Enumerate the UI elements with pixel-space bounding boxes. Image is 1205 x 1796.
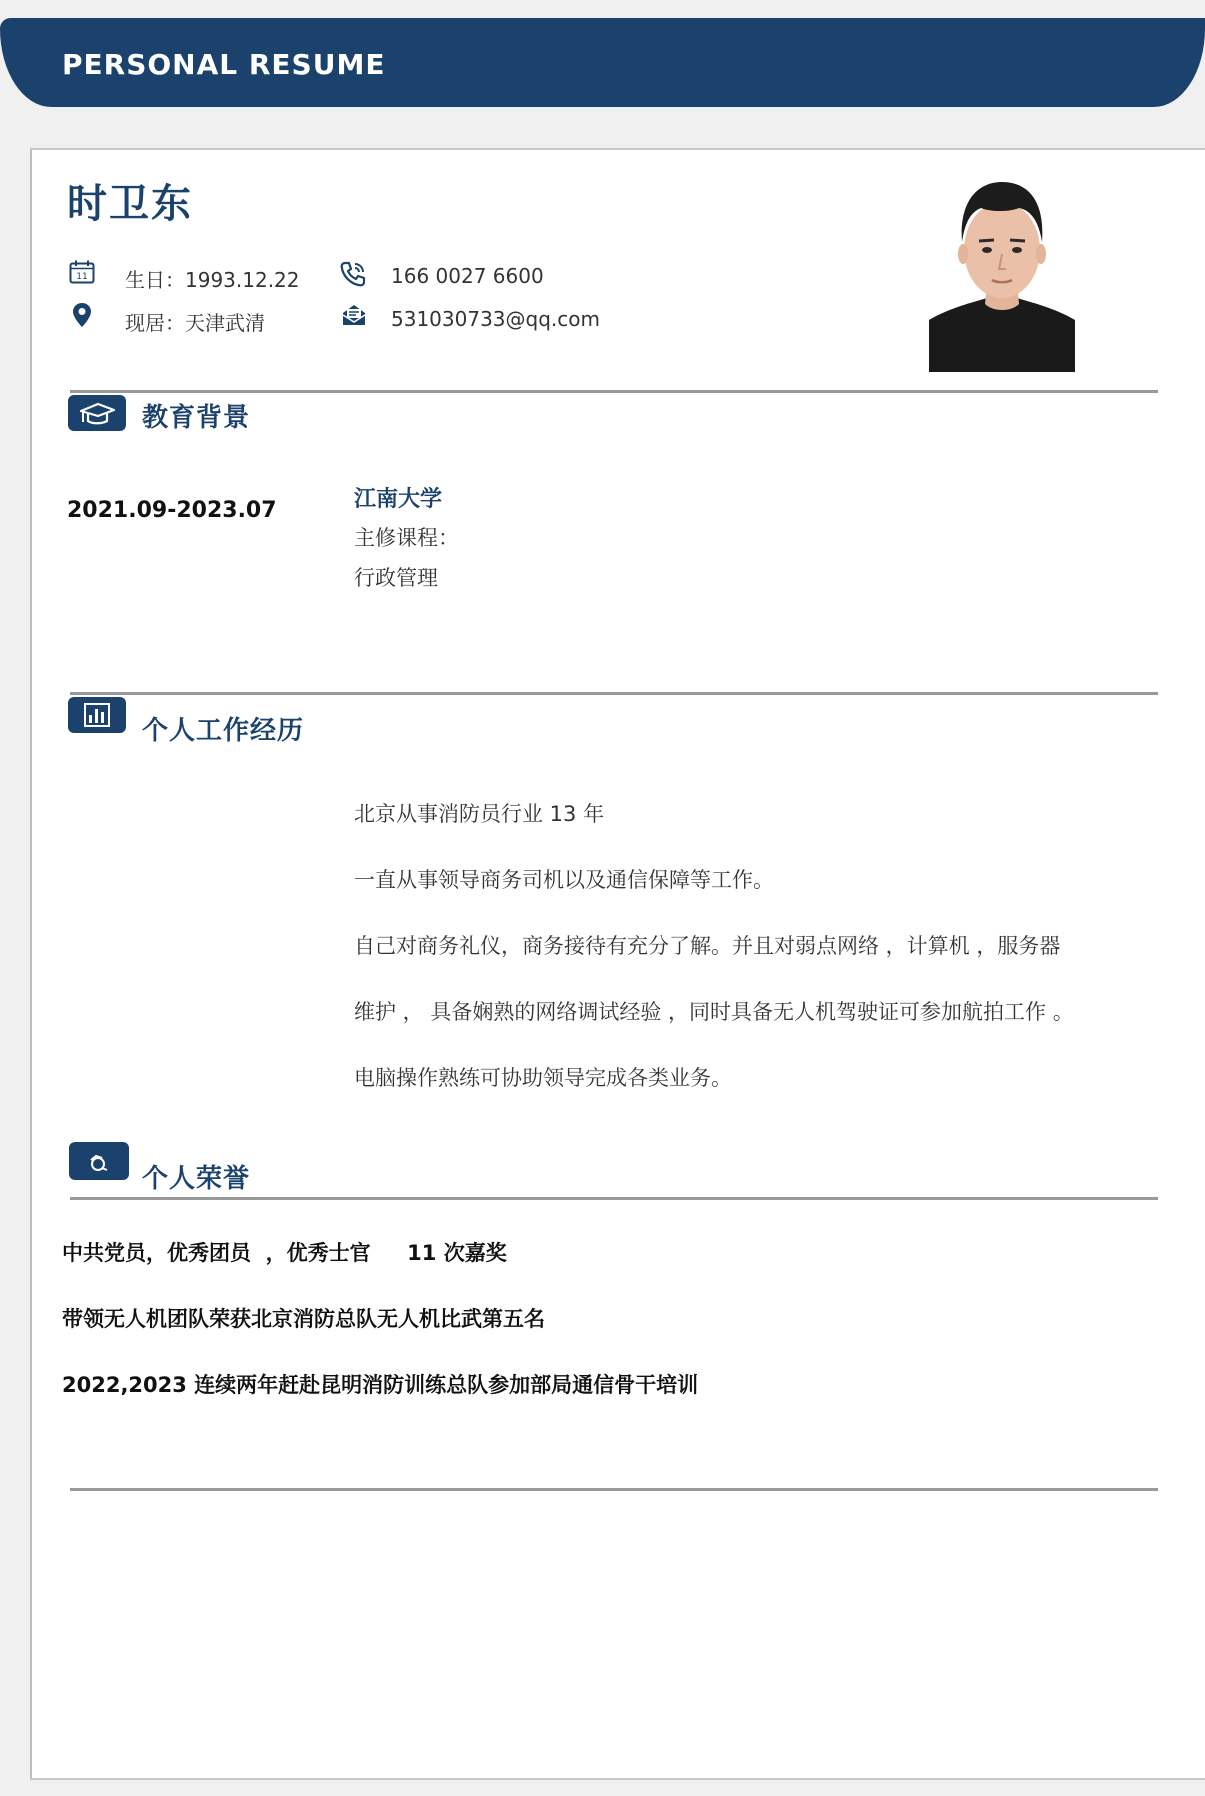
section-divider xyxy=(70,692,1158,695)
candidate-name: 时卫东 xyxy=(67,181,193,227)
course-label: 主修课程： xyxy=(354,526,459,550)
work-line: 维护 ， 具备娴熟的网络调试经验 ，同时具备无人机驾驶证可参加航拍工作 。 xyxy=(354,1000,1074,1024)
honor-line: 中共党员，优秀团员 ，优秀士官 11 次嘉奖 xyxy=(62,1241,507,1265)
bar-chart-icon xyxy=(68,697,126,733)
graduation-cap-icon xyxy=(68,395,126,431)
school-name: 江南大学 xyxy=(354,487,443,512)
birthday-text: 生日：1993.12.22 xyxy=(125,268,300,292)
phone-number: 166 0027 6600 xyxy=(391,264,544,288)
education-section-title: 教育背景 xyxy=(142,403,251,433)
course-name: 行政管理 xyxy=(354,566,438,590)
honor-line: 带领无人机团队荣获北京消防总队无人机比武第五名 xyxy=(62,1307,545,1331)
medal-icon xyxy=(69,1142,129,1180)
section-divider xyxy=(70,390,1158,393)
svg-text:11: 11 xyxy=(76,272,88,282)
location-pin-icon xyxy=(72,302,92,328)
phone-icon xyxy=(340,261,366,287)
banner-title: PERSONAL RESUME xyxy=(62,48,386,81)
work-line: 北京从事消防员行业 13 年 xyxy=(354,802,605,826)
work-line: 一直从事领导商务司机以及通信保障等工作。 xyxy=(354,868,774,892)
honor-line: 2022,2023 连续两年赶赴昆明消防训练总队参加部局通信骨干培训 xyxy=(62,1373,699,1397)
section-divider xyxy=(70,1197,1158,1200)
email-address: 531030733@qq.com xyxy=(391,307,600,331)
residence-text: 现居：天津武清 xyxy=(125,311,265,335)
envelope-icon xyxy=(341,303,367,327)
work-line: 电脑操作熟练可协助领导完成各类业务。 xyxy=(354,1066,732,1090)
profile-photo xyxy=(929,170,1075,372)
work-section-title: 个人工作经历 xyxy=(142,716,305,746)
education-date-range: 2021.09-2023.07 xyxy=(67,498,277,523)
header-banner xyxy=(0,18,1205,107)
honors-section-title: 个人荣誉 xyxy=(142,1164,251,1194)
work-line: 自己对商务礼仪，商务接待有充分了解。并且对弱点网络 ，计算机 ，服务器 xyxy=(354,934,1061,958)
calendar-icon xyxy=(69,260,95,284)
section-divider xyxy=(70,1488,1158,1491)
